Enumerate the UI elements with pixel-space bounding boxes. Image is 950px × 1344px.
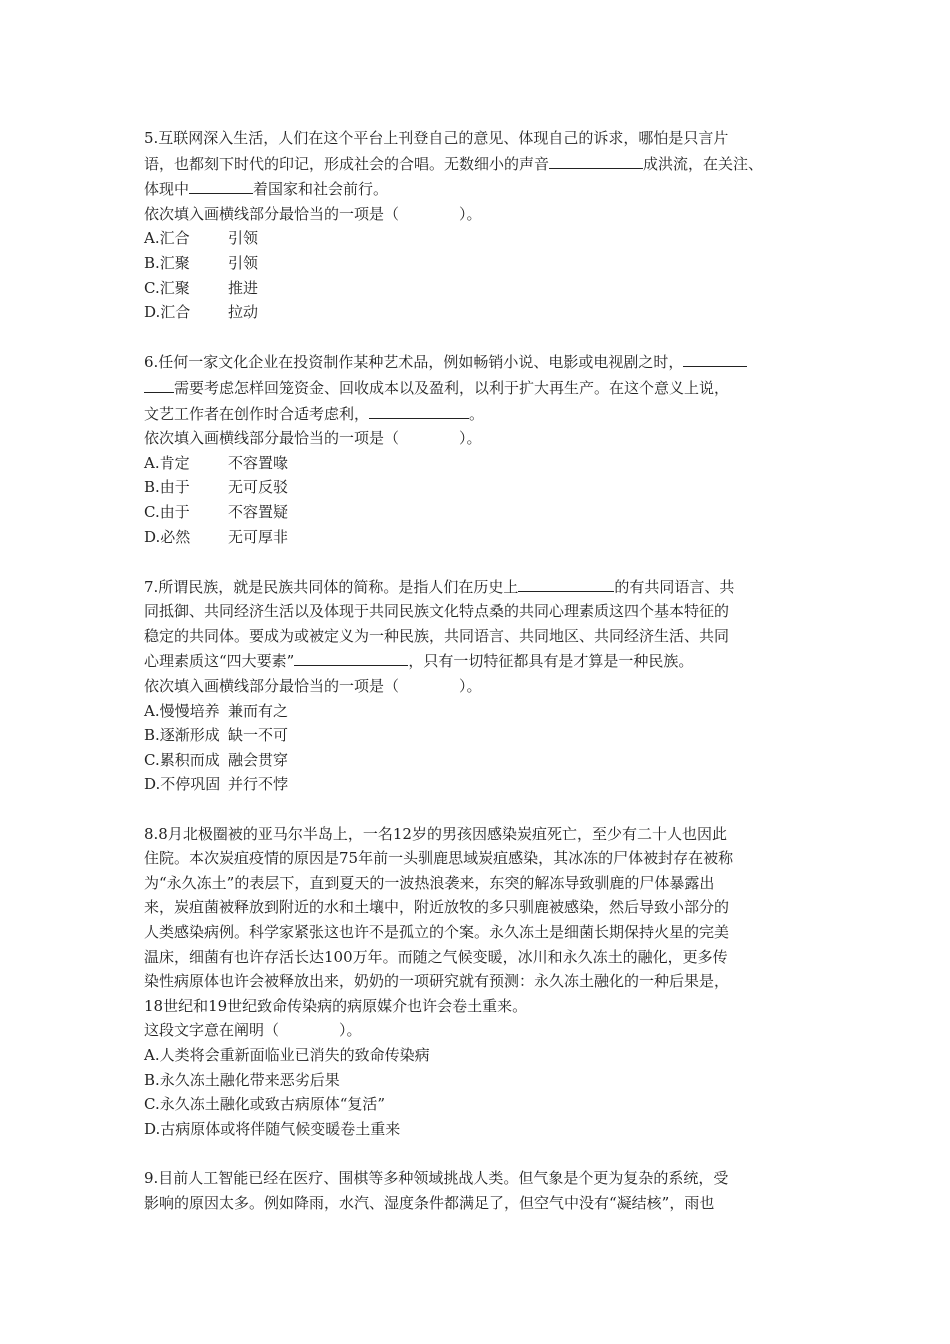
question-text-line: 住院。本次炭疽疫情的原因是75年前一头驯鹿思域炭疽感染，其冰冻的尸体被封存在被称 [144,849,734,868]
answer-option: B.逐渐形成 缺一不可 [144,726,289,745]
answer-option: A.汇合 引领 [144,229,259,248]
question-text-line: 心理素质这“四大要素” ，只有一切特征都具有是才算是一种民族。 [144,648,824,674]
question-text-line: 8.8月北极圈被的亚马尔半岛上，一名12岁的男孩因感染炭疽死亡，至少有二十人也因此 [144,824,727,843]
fill-blank [294,648,408,666]
fill-blank [683,349,747,367]
answer-option: C.汇聚 推进 [144,278,259,297]
answer-option: A.慢慢培养 兼而有之 [144,701,289,720]
answer-option: B.汇聚 引领 [144,253,259,272]
answer-option: C.累积而成 融会贯穿 [144,750,289,769]
question-8 [144,822,824,1142]
question-text-line: 温床，细菌有也许存活长达100万年。而随之气候变暖，冰川和永久冻土的融化，更多传 [144,947,728,966]
fill-blank [369,401,469,419]
answer-option: B.永久冻土融化带来恶劣后果 [144,1070,340,1089]
question-prompt: 依次填入画横线部分最恰当的一项是（ ）。 [144,429,482,448]
question-text-line: 文艺工作者在创作时合适考虑利， 。 [144,401,824,427]
question-6 [144,349,824,549]
question-9 [144,1166,824,1215]
answer-option: C.永久冻土融化或致古病原体“复活” [144,1095,386,1114]
question-text-line: 为“永久冻土”的表层下，直到夏天的一波热浪袭来，东突的解冻导致驯鹿的尸体暴露出 [144,873,715,892]
answer-option: D.必然 无可厚非 [144,527,289,546]
question-text-line: 染性病原体也许会被释放出来，奶奶的一项研究就有预测：永久冻土融化的一种后果是， [144,972,730,991]
fill-blank [549,151,643,169]
question-text-line: 6.任何一家文化企业在投资制作某种艺术品，例如畅销小说、电影或电视剧之时， [144,349,824,375]
fill-blank [144,375,174,393]
question-text-line: 18世纪和19世纪致命传染病的病原媒介也许会卷土重来。 [144,996,528,1015]
fill-blank [189,176,253,194]
question-prompt: 依次填入画横线部分最恰当的一项是（ ）。 [144,204,482,223]
answer-option: C.由于 不容置疑 [144,502,289,521]
document-page [144,126,824,1240]
question-5 [144,126,824,325]
question-prompt: 这段文字意在阐明（ ）。 [144,1021,362,1040]
question-text-line: 人类感染病例。科学家紧张这也许不是孤立的个案。永久冻土是细菌长期保持火星的完美 [144,923,730,941]
question-text-line: 影响的原因太多。例如降雨，水汽、湿度条件都满足了，但空气中没有“凝结核”，雨也 [144,1193,715,1212]
answer-option: D.汇合 拉动 [144,303,259,322]
answer-option: D.不停巩固 并行不悖 [144,775,289,794]
question-text-line: 5.互联网深入生活，人们在这个平台上刊登自己的意见、体现自己的诉求，哪怕是只言片 [144,129,729,147]
answer-option: D.古病原体或将伴随气候变暖卷土重来 [144,1119,401,1138]
answer-option: A.肯定 不容置喙 [144,453,289,472]
question-text-line: 同抵御、共同经济生活以及体现于共同民族文化特点桑的共同心理素质这四个基本特征的 [144,602,730,621]
question-text-line: 9.目前人工智能已经在医疗、围棋等多种领域挑战人类。但气象是个更为复杂的系统，受 [144,1168,729,1187]
answer-option: B.由于 无可反驳 [144,478,289,497]
question-prompt: 依次填入画横线部分最恰当的一项是（ ）。 [144,677,482,696]
question-text-line: 来，炭疽菌被释放到附近的水和土壤中，附近放牧的多只驯鹿被感染，然后导致小部分的 [144,898,730,917]
question-7 [144,574,824,797]
question-text-line: 稳定的共同体。要成为或被定义为一种民族，共同语言、共同地区、共同经济生活、共同 [144,626,730,645]
answer-option: A.人类将会重新面临业已消失的致命传染病 [144,1045,430,1064]
question-text-line: 需要考虑怎样回笼资金、回收成本以及盈利，以利于扩大再生产。在这个意义上说， [144,375,824,401]
question-text-line: 体现中 着国家和社会前行。 [144,176,824,202]
fill-blank [518,574,614,592]
question-text-line: 7.所谓民族，就是民族共同体的简称。是指人们在历史上 的有共同语言、共 [144,574,824,600]
question-text-line: 语，也都刻下时代的印记，形成社会的合唱。无数细小的声音 成洪流，在关注、 [144,151,824,177]
